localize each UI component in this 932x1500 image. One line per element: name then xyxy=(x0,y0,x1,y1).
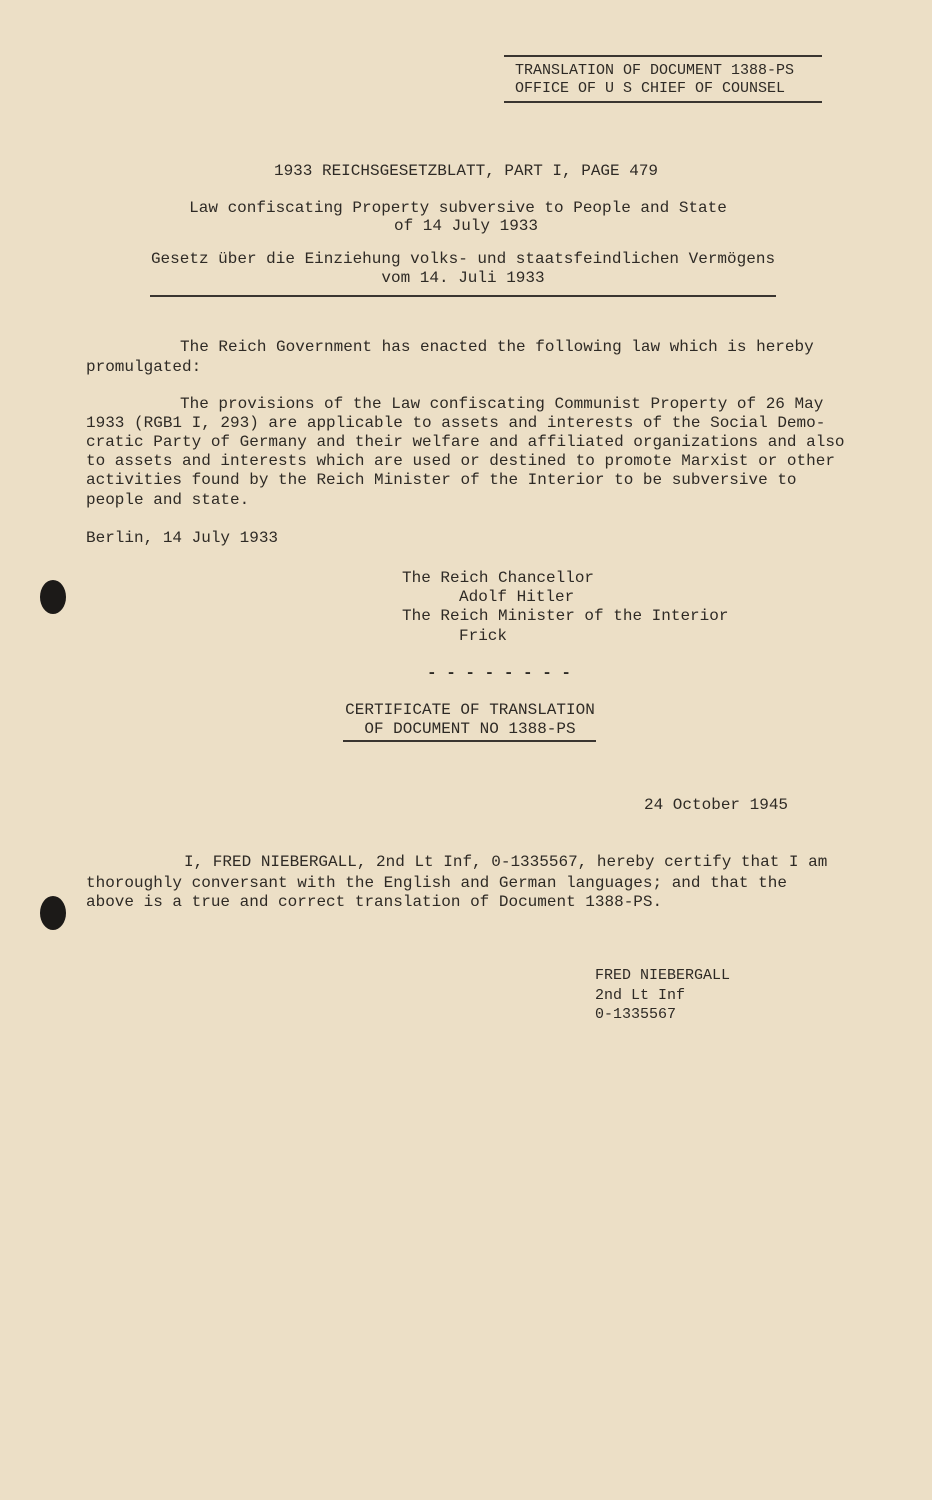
para2-line: cratic Party of Germany and their welfare and affiliated organizations and also xyxy=(86,433,845,451)
certificate-title-2: OF DOCUMENT NO 1388-PS xyxy=(364,720,576,738)
translator-rank: 2nd Lt Inf xyxy=(595,987,686,1004)
para2-line: The provisions of the Law confiscating Communist Property of 26 May xyxy=(180,395,824,413)
title-en-2: of 14 July 1933 xyxy=(393,217,539,235)
header-rule-bottom xyxy=(504,101,822,103)
title-de-2: vom 14. Juli 1933 xyxy=(381,269,545,287)
certificate-date: 24 October 1945 xyxy=(644,796,789,814)
para2-line: activities found by the Reich Minister of the Interior to be subversive to xyxy=(86,471,797,489)
header-rule-top xyxy=(504,55,822,57)
title-en-1: Law confiscating Property subversive to People and State xyxy=(189,199,727,217)
translator-name: FRED NIEBERGALL xyxy=(595,967,731,984)
cert-line: thoroughly conversant with the English and German languages; and that the xyxy=(86,874,787,892)
signature-title-minister: The Reich Minister of the Interior xyxy=(402,607,729,625)
para1-line: The Reich Government has enacted the following law which is hereby xyxy=(180,338,814,356)
signature-name-frick: Frick xyxy=(459,627,508,645)
title-rule xyxy=(150,295,776,297)
cert-line: above is a true and correct translation of Document 1388-PS. xyxy=(86,893,663,911)
place-date: Berlin, 14 July 1933 xyxy=(86,529,279,547)
separator: - - - - - - - - xyxy=(427,664,572,682)
punch-hole xyxy=(40,896,66,930)
para2-line: people and state. xyxy=(86,491,250,509)
title-de-1: Gesetz über die Einziehung volks- und staatsfeindlichen Vermögens xyxy=(150,250,776,268)
certificate-rule xyxy=(343,740,596,742)
signature-title-chancellor: The Reich Chancellor xyxy=(402,569,595,587)
header-line-2: OFFICE OF U S CHIEF OF COUNSEL xyxy=(515,80,786,97)
para2-line: 1933 (RGB1 I, 293) are applicable to assets and interests of the Social Demo- xyxy=(86,414,826,432)
para1-line: promulgated: xyxy=(86,358,202,376)
para2-line: to assets and interests which are used or destined to promote Marxist or other xyxy=(86,452,835,470)
punch-hole xyxy=(40,580,66,614)
certificate-title-1: CERTIFICATE OF TRANSLATION xyxy=(345,701,595,719)
source-citation: 1933 REICHSGESETZBLATT, PART I, PAGE 479 xyxy=(273,162,659,180)
translator-serial: 0-1335567 xyxy=(595,1006,677,1023)
cert-line: I, FRED NIEBERGALL, 2nd Lt Inf, 0-1335567, hereby certify that I am xyxy=(184,853,828,871)
signature-name-hitler: Adolf Hitler xyxy=(459,588,575,606)
header-line-1: TRANSLATION OF DOCUMENT 1388-PS xyxy=(515,62,795,79)
